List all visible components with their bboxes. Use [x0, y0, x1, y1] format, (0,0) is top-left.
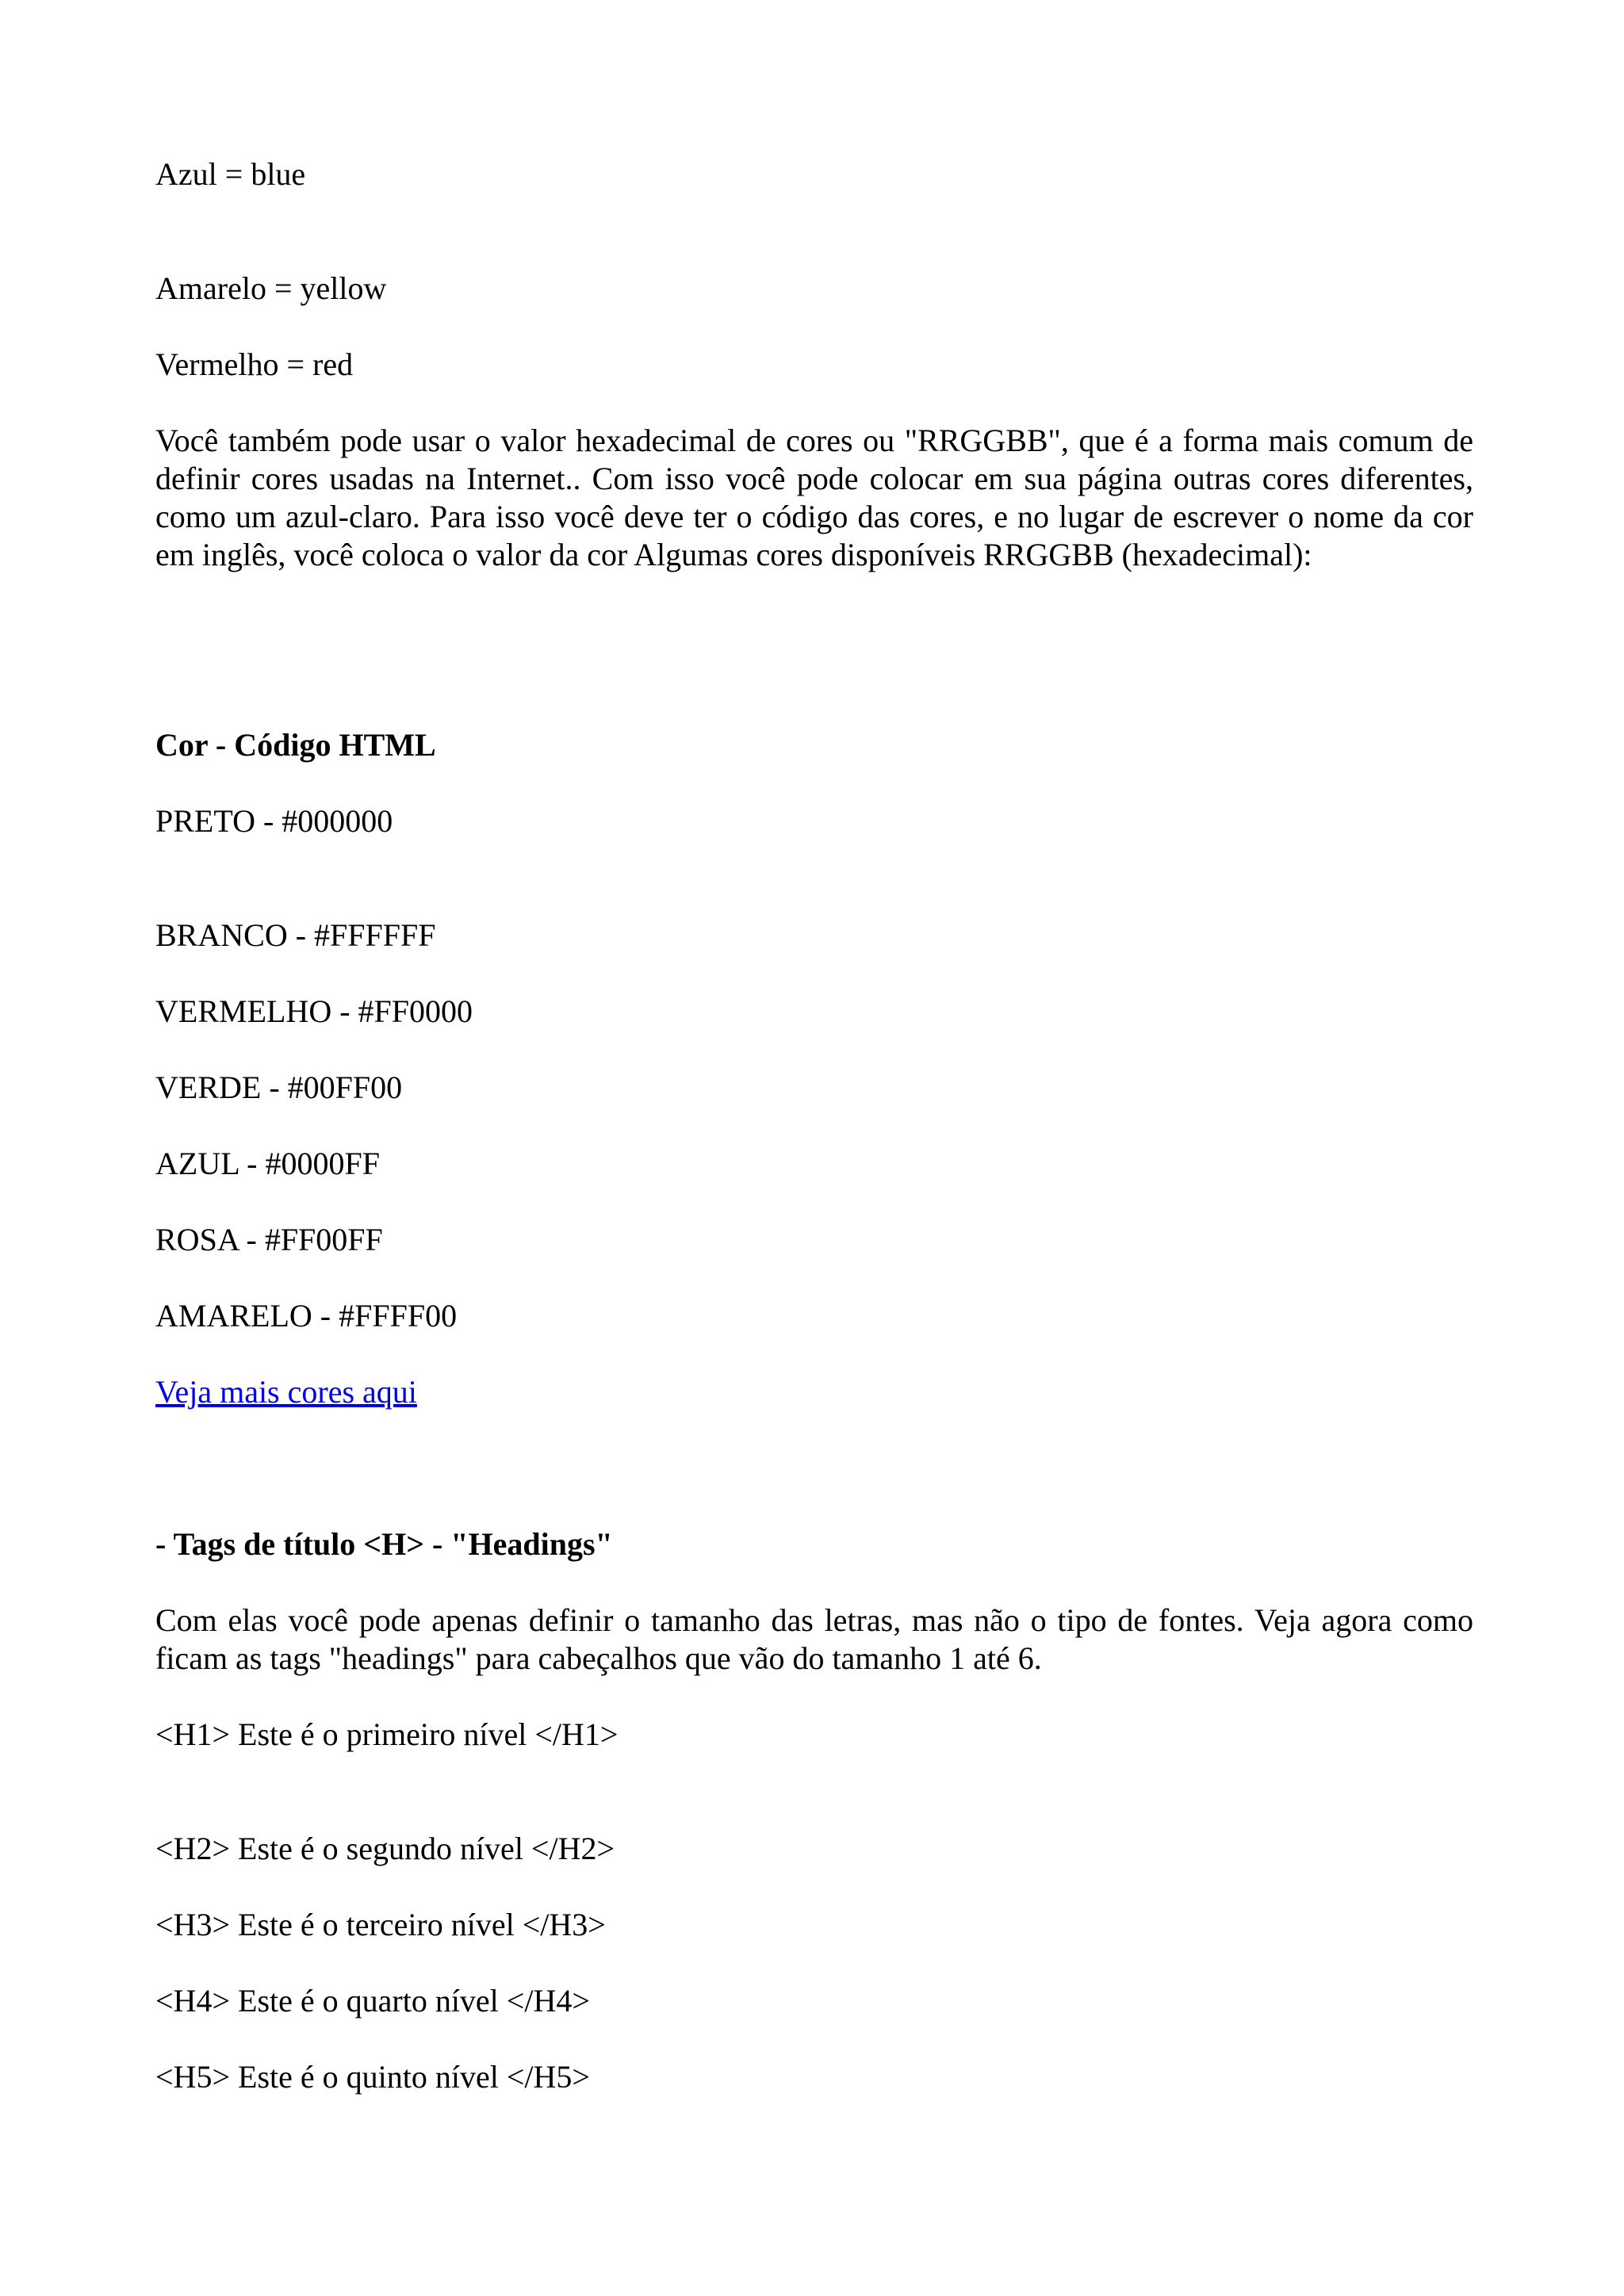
color-row-blue: AZUL - #0000FF — [155, 1146, 380, 1181]
headings-section-title: - Tags de título <H> - "Headings" — [155, 1526, 613, 1562]
color-name-yellow: Amarelo = yellow — [155, 270, 387, 306]
color-name-blue: Azul = blue — [155, 156, 306, 192]
heading-example-h5: <H5> Este é o quinto nível </H5> — [155, 2059, 590, 2095]
color-row-yellow: AMARELO - #FFFF00 — [155, 1298, 458, 1334]
headings-section-paragraph: Com elas você pode apenas definir o tamanho das letras, mas não o tipo de fontes. Veja agora como ficam as tags "headings" para cabeçalhos que vão do tamanho 1 até 6. — [155, 1602, 1473, 1676]
color-name-red: Vermelho = red — [155, 346, 354, 382]
color-row-black: PRETO - #000000 — [155, 803, 393, 839]
color-row-pink: ROSA - #FF00FF — [155, 1222, 383, 1257]
color-row-green: VERDE - #00FF00 — [155, 1070, 403, 1105]
color-row-red: VERMELHO - #FF0000 — [155, 993, 473, 1029]
heading-example-h4: <H4> Este é o quarto nível </H4> — [155, 1983, 590, 2019]
hex-explanation-paragraph: Você também pode usar o valor hexadecimal de cores ou "RRGGBB", que é a forma mais comum de definir cores usadas na Internet.. Com isso você pode colocar em sua página outras cores diferentes, como um azul-claro. Para isso você deve ter o código das cores, e no lugar de escrever o nome da cor em inglês, você coloca o valor da cor Algumas cores disponíveis RRGGBB (hexadecimal): — [155, 423, 1473, 572]
heading-example-h3: <H3> Este é o terceiro nível </H3> — [155, 1907, 606, 1942]
color-table-heading: Cor - Código HTML — [155, 727, 436, 763]
heading-example-h2: <H2> Este é o segundo nível </H2> — [155, 1831, 615, 1866]
color-row-white: BRANCO - #FFFFFF — [155, 917, 436, 953]
more-colors-paragraph — [155, 1373, 1473, 1411]
more-colors-link[interactable]: Veja mais cores aqui — [155, 1374, 417, 1410]
heading-example-h1: <H1> Este é o primeiro nível </H1> — [155, 1716, 619, 1752]
